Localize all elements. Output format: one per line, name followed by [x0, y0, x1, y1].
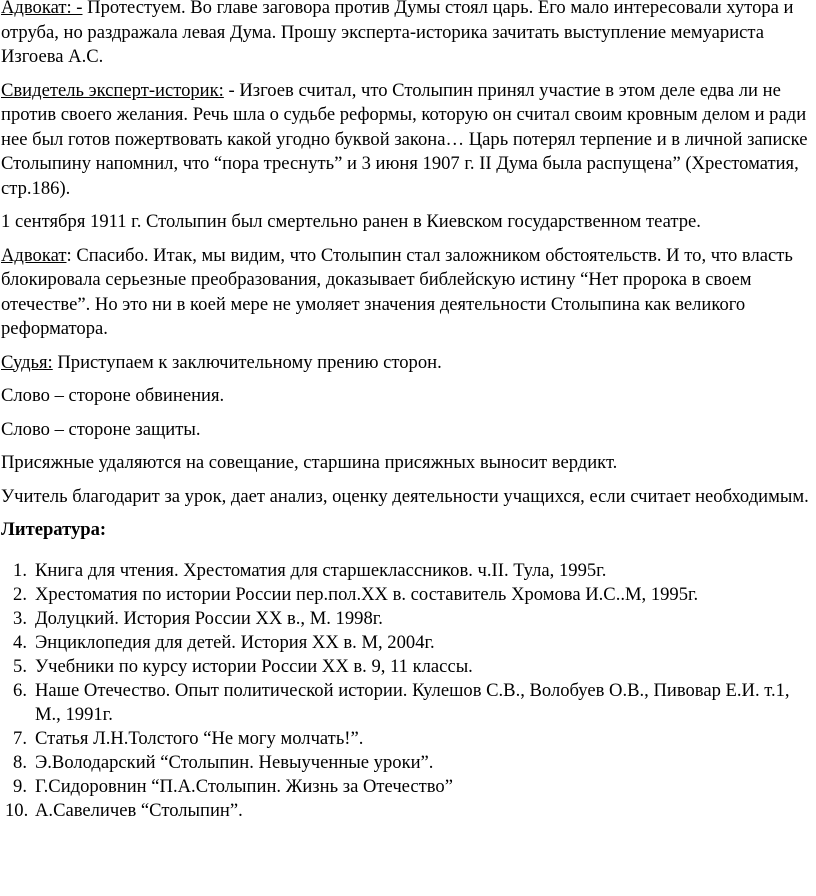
list-item [1, 655, 812, 679]
paragraph-text: Учитель благодарит за урок, дает анализ, оценку деятельности учащихся, если считает необходимым. [1, 485, 809, 507]
list-item-text: А.Савеличев “Столыпин”. [35, 799, 243, 821]
list-number: 9. [13, 775, 27, 797]
list-item [1, 799, 812, 823]
paragraph-assassination [1, 210, 812, 235]
list-number: 4. [13, 631, 27, 653]
list-number: 8. [13, 751, 27, 773]
paragraph-text: : Спасибо. Итак, мы видим, что Столыпин стал заложником обстоятельств. И то, что власть блокировала серьезные преобразования, доказывает библейскую истину “Нет пророка в своем отечестве”. Но это ни в коей мере не умоляет значения деятельности Столыпина как великого реформатора. [1, 244, 793, 339]
list-item-text: Хрестоматия по истории России пер.пол.XX в. составитель Хромова И.С..М, 1995г. [35, 583, 699, 605]
paragraph-jury [1, 451, 812, 476]
list-item-text: Учебники по курсу истории России XX в. 9, 11 классы. [35, 655, 473, 677]
list-number: 1. [13, 559, 27, 581]
speaker-label: Адвокат [1, 244, 67, 266]
list-number: 3. [13, 607, 27, 629]
paragraph-expert-witness [1, 79, 812, 202]
paragraph-advocate-conclusion [1, 244, 812, 342]
list-item-text: Статья Л.Н.Толстого “Не могу молчать!”. [35, 727, 364, 749]
paragraph-text: Слово – стороне обвинения. [1, 385, 225, 406]
paragraph-text: - Изгоев считал, что Столыпин принял участие в этом деле едва ли не против своего желания. Речь шла о судьбе реформы, которую он считал своим кровным делом и ради нее был готов пожертвовать какой угодно буквой закона… Царь потерял терпение и в личной записке Столыпину напомнил, что “пора треснуть” и 3 июня 1907 г. II Дума была распущена” (Хрестоматия, стр.186). [1, 79, 808, 199]
list-number: 5. [13, 655, 27, 677]
list-item [1, 583, 812, 607]
list-item-text: Книга для чтения. Хрестоматия для старшеклассников. ч.II. Тула, 1995г. [35, 559, 607, 581]
literature-heading: Литература: [1, 519, 107, 540]
list-item [1, 727, 812, 751]
speaker-label: Свидетель эксперт-историк: [1, 79, 224, 101]
paragraph-teacher [1, 485, 812, 510]
list-item-text: Г.Сидоровнин “П.А.Столыпин. Жизнь за Отечество” [35, 775, 453, 797]
literature-list [1, 559, 812, 823]
paragraph-text: Слово – стороне защиты. [1, 418, 201, 440]
list-item [1, 751, 812, 775]
speaker-label: Адвокат: - [1, 0, 83, 18]
list-item [1, 679, 812, 727]
list-item-text: Долуцкий. История России XX в., М. 1998г. [35, 607, 383, 629]
paragraph-text: Присяжные удаляются на совещание, старшина присяжных выносит вердикт. [1, 452, 618, 473]
list-item-text: Энциклопедия для детей. История XX в. М, 2004г. [35, 631, 435, 653]
paragraph-judge [1, 351, 812, 376]
paragraph-text: Приступаем к заключительному прению сторон. [52, 351, 442, 373]
list-number: 6. [13, 679, 27, 701]
list-number: 2. [13, 583, 27, 605]
list-number: 10. [5, 799, 29, 821]
list-item-text: Наше Отечество. Опыт политической истории. Кулешов С.В., Волобуев О.В., Пивовар Е.И. т.1, М., 1991г. [35, 679, 790, 725]
list-item [1, 607, 812, 631]
speaker-label: Судья: [1, 351, 53, 373]
list-item [1, 631, 812, 655]
list-number: 7. [13, 727, 27, 749]
list-item-text: Э.Володарский “Столыпин. Невыученные уроки”. [35, 751, 434, 773]
list-item [1, 559, 812, 583]
paragraph-advocate-protest [1, 0, 812, 70]
paragraph-defense-word [1, 418, 812, 443]
list-item [1, 775, 812, 799]
paragraph-text: 1 сентября 1911 г. Столыпин был смертельно ранен в Киевском государственном театре. [1, 211, 701, 232]
paragraph-text: Протестуем. Во главе заговора против Думы стоял царь. Его мало интересовали хутора и отруба, но раздражала левая Дума. Прошу эксперта-историка зачитать выступление мемуариста Изгоева А.С. [1, 0, 794, 67]
paragraph-prosecution-word [1, 384, 812, 409]
